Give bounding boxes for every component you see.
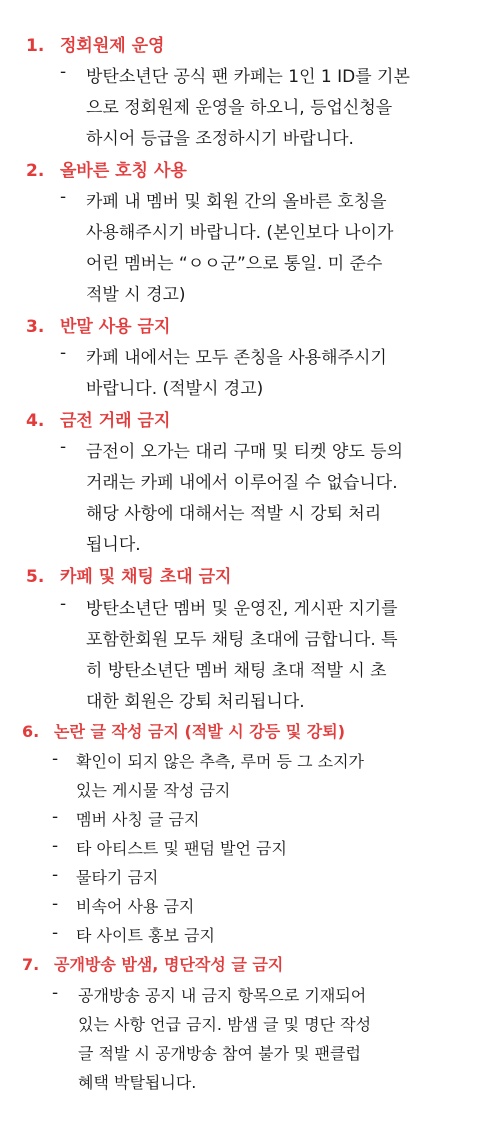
rule-6-heading: 6. 논란 글 작성 금지 (적발 시 강등 및 강퇴) xyxy=(22,722,346,741)
rule-7-item-1-line-4: 혜택 박탈됩니다. xyxy=(78,1073,197,1092)
rule-1-item-1-line-3: 하시어 등급을 조정하시기 바랍니다. xyxy=(86,129,354,149)
rule-6-item-6-line-1: 타 사이트 홍보 금지 xyxy=(76,926,215,945)
rule-4-item-1-line-1: 금전이 오가는 대리 구매 및 티켓 양도 등의 xyxy=(86,442,404,462)
rule-6-item-3-line-1: 타 아티스트 및 팬덤 발언 금지 xyxy=(76,839,287,858)
rule-3-item-1-line-2: 바랍니다. (적발시 경고) xyxy=(86,379,264,399)
rule-5-item-1-line-3: 히 방탄소년단 멤버 채팅 초대 적발 시 초 xyxy=(86,661,387,681)
rule-2-item-1-line-2: 사용해주시기 바랍니다. (본인보다 나이가 xyxy=(86,223,394,243)
rule-6-item-1-dash: - xyxy=(52,749,59,769)
rule-5-item-1-line-1: 방탄소년단 멤버 및 운영진, 게시판 지기를 xyxy=(86,599,398,619)
rule-1-item-1-line-1: 방탄소년단 공식 팬 카페는 1인 1 ID를 기본 xyxy=(86,67,410,87)
rule-1-heading: 1. 정회원제 운영 xyxy=(26,36,165,56)
rule-6-item-5-line-1: 비속어 사용 금지 xyxy=(76,897,195,916)
rule-6-item-1-line-1: 확인이 되지 않은 추측, 루머 등 그 소지가 xyxy=(76,752,364,771)
rule-6-item-6-dash: - xyxy=(52,923,59,943)
rule-6-item-1-line-2: 있는 게시물 작성 금지 xyxy=(76,781,231,800)
rule-7-item-1-line-3: 글 적발 시 공개방송 참여 불가 및 팬클럽 xyxy=(78,1044,361,1063)
rule-7-item-1-dash: - xyxy=(52,983,59,1003)
rule-2-item-1-line-1: 카페 내 멤버 및 회원 간의 올바른 호칭을 xyxy=(86,192,387,212)
rule-6-item-2-line-1: 멤버 사칭 글 금지 xyxy=(76,810,200,829)
rule-4-item-1-line-2: 거래는 카페 내에서 이루어질 수 없습니다. xyxy=(86,473,398,493)
rule-6-item-4-dash: - xyxy=(52,865,59,885)
rule-1-item-1-dash: - xyxy=(60,62,67,82)
rule-2-item-1-line-4: 적발 시 경고) xyxy=(86,285,186,305)
rule-7-item-1-line-2: 있는 사항 언급 금지. 밤샘 글 및 명단 작성 xyxy=(78,1015,372,1034)
rule-6-item-4-line-1: 물타기 금지 xyxy=(76,868,159,887)
rule-6-item-3-dash: - xyxy=(52,836,59,856)
rule-3-heading: 3. 반말 사용 금지 xyxy=(26,317,171,337)
rule-5-item-1-dash: - xyxy=(60,594,67,614)
rule-2-item-1-line-3: 어린 멤버는 “ㅇㅇ군”으로 통일. 미 준수 xyxy=(86,254,383,274)
rule-5-heading: 5. 카페 및 채팅 초대 금지 xyxy=(26,567,232,587)
rule-3-item-1-line-1: 카페 내에서는 모두 존칭을 사용해주시기 xyxy=(86,348,387,368)
rule-7-heading: 7. 공개방송 밤샘, 명단작성 글 금지 xyxy=(22,955,284,974)
rule-6-item-5-dash: - xyxy=(52,894,59,914)
rule-7-item-1-line-1: 공개방송 공지 내 금지 항목으로 기재되어 xyxy=(78,986,367,1005)
rule-5-item-1-line-2: 포함한회원 모두 채팅 초대에 금합니다. 특 xyxy=(86,630,398,650)
rule-3-item-1-dash: - xyxy=(60,343,67,363)
rule-6-item-2-dash: - xyxy=(52,807,59,827)
rule-4-heading: 4. 금전 거래 금지 xyxy=(26,411,171,431)
rule-2-heading: 2. 올바른 호칭 사용 xyxy=(26,161,187,181)
rule-4-item-1-dash: - xyxy=(60,437,67,457)
rule-5-item-1-line-4: 대한 회원은 강퇴 처리됩니다. xyxy=(86,692,305,712)
rule-1-item-1-line-2: 으로 정회원제 운영을 하오니, 등업신청을 xyxy=(86,98,393,118)
rule-4-item-1-line-3: 해당 사항에 대해서는 적발 시 강퇴 처리 xyxy=(86,504,382,524)
rule-2-item-1-dash: - xyxy=(60,187,67,207)
rule-4-item-1-line-4: 됩니다. xyxy=(86,535,141,555)
